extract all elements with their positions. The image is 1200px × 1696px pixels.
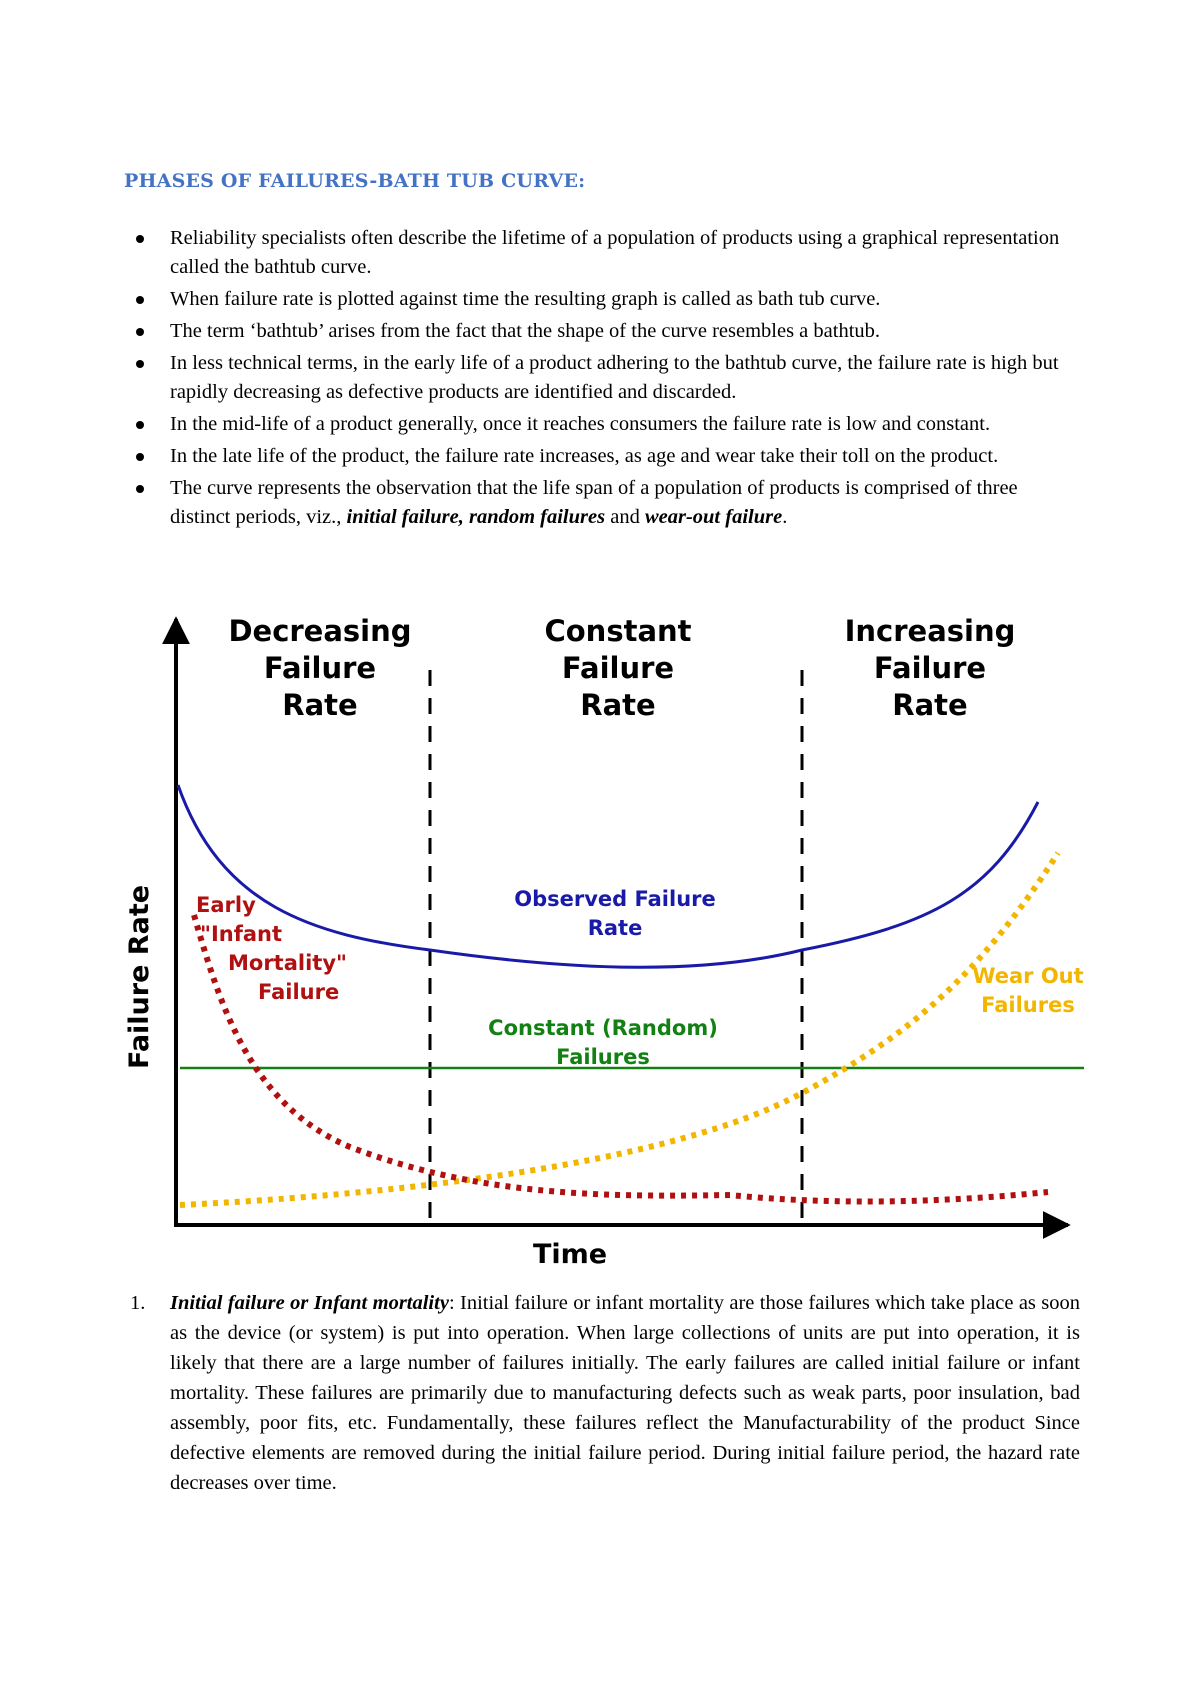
bullet-text: In the mid-life of a product generally, once it reaches consumers the failure rate is low and constant.: [170, 413, 991, 435]
observed-label-line2: Rate: [587, 916, 643, 940]
phase-increasing-line2: Failure: [873, 651, 987, 685]
bullet-text: Reliability specialists often describe the lifetime of a population of products using a graphical representation called the bathtub curve.: [170, 227, 1060, 278]
item-number: 1.: [130, 1292, 146, 1314]
bullet-item: [130, 474, 1080, 532]
phase-decreasing-line2: Failure: [263, 651, 377, 685]
phase-constant-line1: Constant: [544, 614, 692, 648]
numbered-item: [130, 1288, 1080, 1498]
phase-decreasing-line1: Decreasing: [228, 614, 412, 648]
early-label-line4: Failure: [258, 980, 340, 1004]
early-label-line3: Mortality": [228, 951, 347, 975]
wearout-label-line2: Failures: [981, 993, 1075, 1017]
bathtub-curve-figure: [110, 605, 1100, 1270]
section-heading: PHASES OF FAILURES-BATH TUB CURVE:: [124, 170, 586, 192]
phase-increasing-line1: Increasing: [844, 614, 1016, 648]
bullet-text: The curve represents the observation that the life span of a population of products is comprised of three distinct periods, viz.,: [170, 477, 1018, 528]
bullet-text: and: [610, 506, 640, 528]
bullet-text: When failure rate is plotted against time the resulting graph is called as bath tub curve.: [170, 288, 881, 310]
bullet-text-end: .: [782, 506, 788, 528]
bullet-item: [130, 224, 1080, 282]
emphasis-wear-out: wear-out failure: [644, 506, 783, 528]
constant-label-line2: Failures: [556, 1045, 650, 1069]
bullet-item: [130, 410, 1080, 439]
emphasis-periods: initial failure, random failures: [346, 506, 606, 528]
phase-constant-line3: Rate: [580, 688, 656, 722]
bullet-item: [130, 349, 1080, 407]
bathtub-curve-diagram: [110, 605, 1100, 1270]
wearout-label-line1: Wear Out: [972, 964, 1084, 988]
bullet-item: [130, 285, 1080, 314]
y-axis-label: Failure Rate: [124, 884, 155, 1070]
bullet-text: The term ‘bathtub’ arises from the fact that the shape of the curve resembles a bathtub.: [170, 320, 881, 342]
bullet-item: [130, 317, 1080, 346]
phase-constant-line2: Failure: [561, 651, 675, 685]
bullet-text: In less technical terms, in the early life of a product adhering to the bathtub curve, the failure rate is high but rapidly decreasing as defective products are identified and discarded.: [170, 352, 1059, 403]
bullet-list: [130, 224, 1080, 535]
x-axis-label: Time: [532, 1239, 608, 1270]
bullet-item: [130, 442, 1080, 471]
item-text: : Initial failure or infant mortality are those failures which take place as soon as the device (or system) is put into operation. When large collections of units are put into operation, it is likely that there are a large number of failures initially. The early failures are called initial failure or infant mortality. These failures are primarily due to manufacturing defects such as weak parts, poor insulation, bad assembly, poor fits, etc. Fundamentally, these failures reflect the Manufacturability of the product Since defective elements are removed during the initial failure period. During initial failure period, the hazard rate decreases over time.: [170, 1292, 1081, 1494]
phase-decreasing-line3: Rate: [282, 688, 358, 722]
early-label-line2: "Infant: [200, 922, 283, 946]
phase-increasing-line3: Rate: [892, 688, 968, 722]
item-term: Initial failure or Infant mortality: [170, 1292, 449, 1314]
item-body: [170, 1288, 1080, 1498]
observed-label-line1: Observed Failure: [514, 887, 716, 911]
constant-label-line1: Constant (Random): [488, 1016, 718, 1040]
bullet-text: In the late life of the product, the failure rate increases, as age and wear take their toll on the product.: [170, 445, 999, 467]
early-label-line1: Early: [196, 893, 256, 917]
